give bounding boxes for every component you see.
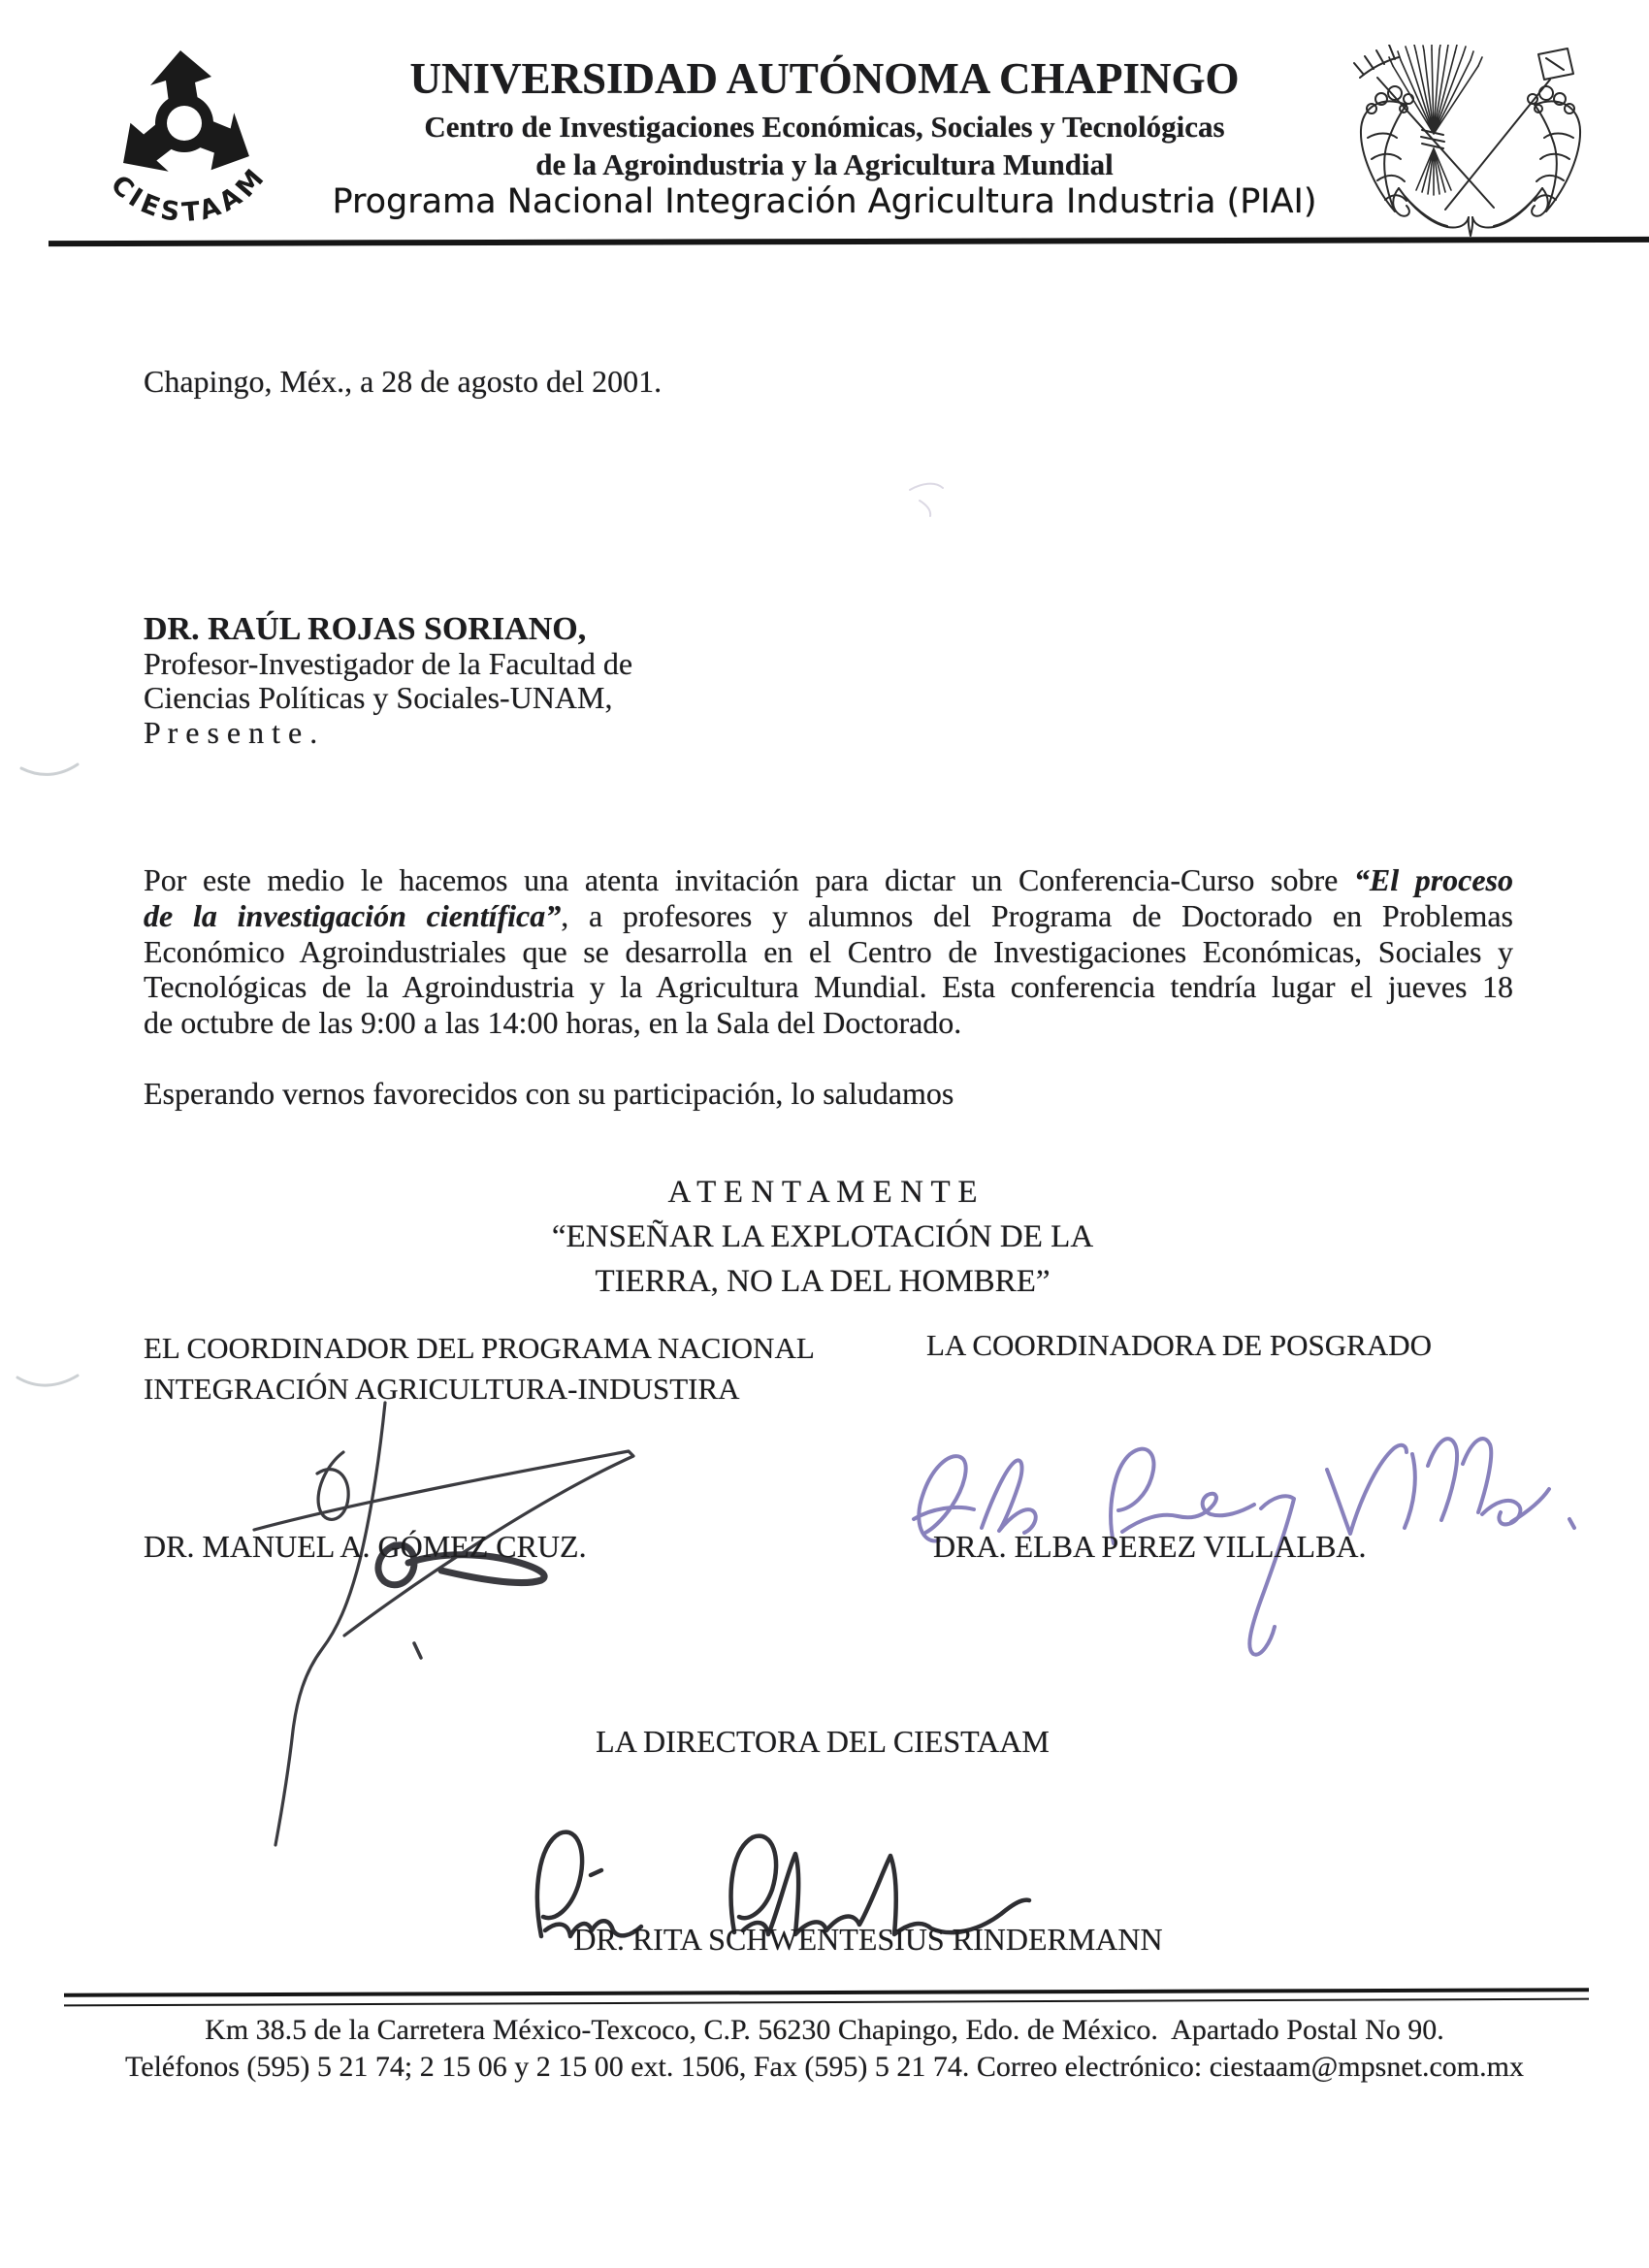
footer-rule-thick — [64, 1988, 1589, 1996]
footer-rule-thin — [64, 1998, 1589, 2007]
motto-line2: TIERRA, NO LA DEL HOMBRE” — [595, 1264, 1051, 1299]
body-line-2 — [144, 898, 1513, 934]
header-university-title: UNIVERSIDAD AUTÓNOMA CHAPINGO — [409, 54, 1240, 103]
manuel-gomez-signature-scribble — [254, 1403, 633, 1845]
director-title: LA DIRECTORA DEL CIESTAAM — [596, 1724, 1050, 1759]
header-program-line: Programa Nacional Integración Agricultura Industria (PIAI) — [332, 182, 1317, 221]
body-line-4: Tecnológicas de la Agroindustria y la Agricultura Mundial. Esta conferencia tendría lugar el jueves 18 — [144, 969, 1513, 1005]
atentamente-line: A T E N T A M E N T E — [667, 1175, 978, 1210]
footer-contact-line: Teléfonos (595) 5 21 74; 2 15 06 y 2 15 00 ext. 1506, Fax (595) 5 21 74. Correo electrónico: ciestaam@mpsnet.com.mx — [125, 2051, 1524, 2083]
body-line-3: Económico Agroindustriales que se desarrolla en el Centro de Investigaciones Económicas, Sociales y — [144, 933, 1513, 969]
recipient-line2: Profesor-Investigador de la Facultad de — [144, 645, 633, 681]
director-name: DR. RITA SCHWENTESIUS RINDERMANN — [573, 1922, 1163, 1957]
body-closing-sentence: Esperando vernos favorecidos con su participación, lo saludamos — [144, 1076, 954, 1111]
header-center-line1: Centro de Investigaciones Económicas, Sociales y Tecnológicas — [424, 110, 1225, 144]
ciestaam-logo-icon — [58, 39, 281, 231]
ciestaam-logo-text: CIESTAAM — [104, 160, 274, 229]
body-line-1 — [144, 862, 1513, 898]
left-signatory-title-line1: EL COORDINADOR DEL PROGRAMA NACIONAL — [144, 1331, 815, 1365]
motto-line1: “ENSEÑAR LA EXPLOTACIÓN DE LA — [551, 1219, 1094, 1254]
left-signatory-name: DR. MANUEL A. GÓMEZ CRUZ. — [144, 1529, 587, 1564]
recipient-name: DR. RAÚL ROJAS SORIANO, — [144, 611, 587, 647]
footer-address-line: Km 38.5 de la Carretera México-Texcoco, C.P. 56230 Chapingo, Edo. de México. Apartado Postal No 90. — [205, 2014, 1444, 2046]
body-text-italic: “El proceso — [1353, 862, 1514, 897]
recipient-line3: Ciencias Políticas y Sociales-UNAM, — [144, 680, 613, 715]
chapingo-emblem-icon — [1348, 45, 1593, 243]
body-text-normal: Por este medio le hacemos una atenta invitación para dictar un Conferencia-Curso sobre — [144, 862, 1354, 897]
body-text-normal: , a profesores y alumnos del Programa de Doctorado en Problemas — [561, 897, 1514, 933]
rita-schwentesius-signature-scribble — [537, 1832, 1029, 1936]
header-divider-rule — [48, 237, 1649, 246]
body-line-5: de octubre de las 9:00 a las 14:00 horas, en la Sala del Doctorado. — [144, 1005, 962, 1041]
left-signatory-title-line2: INTEGRACIÓN AGRICULTURA-INDUSTIRA — [144, 1372, 740, 1406]
right-signatory-name: DRA. ELBA PEREZ VILLALBA. — [933, 1529, 1367, 1564]
header-center-line2: de la Agroindustria y la Agricultura Mundial — [535, 147, 1114, 181]
date-line: Chapingo, Méx., a 28 de agosto del 2001. — [144, 364, 663, 399]
right-signatory-title: LA COORDINADORA DE POSGRADO — [926, 1328, 1433, 1362]
recipient-line4: P r e s e n t e . — [144, 714, 318, 750]
body-text-italic: de la investigación científica” — [144, 897, 562, 933]
svg-text:CIESTAAM — [105, 161, 273, 229]
